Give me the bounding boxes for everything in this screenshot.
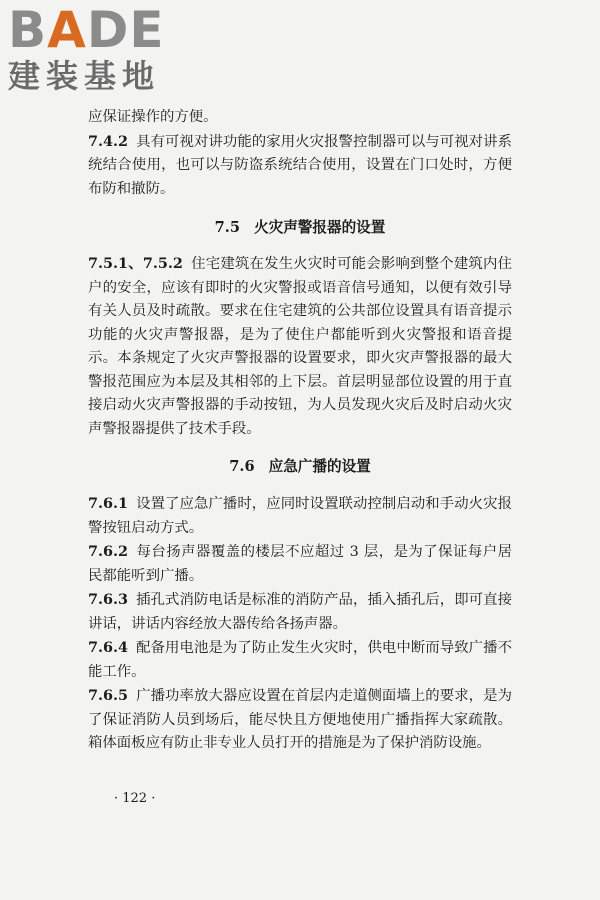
clause-7-5-1 bbox=[88, 252, 512, 441]
clause-7-6-1 bbox=[88, 492, 512, 540]
logo-subtitle: 建装基地 bbox=[8, 57, 161, 95]
section-number: 7.5 bbox=[214, 219, 241, 236]
section-number: 7.6 bbox=[229, 458, 255, 475]
clause-7-6-2 bbox=[88, 540, 512, 588]
section-title: 火灾声警报器的设置 bbox=[254, 219, 386, 236]
page-number: · 122 · bbox=[114, 791, 156, 806]
section-heading-7-5 bbox=[88, 216, 512, 239]
clause-7-4-2 bbox=[88, 130, 512, 202]
logo-letters-post: DE bbox=[86, 1, 165, 59]
clause-number: 7.6.3 bbox=[88, 591, 129, 608]
clause-number: 7.6.2 bbox=[88, 543, 129, 560]
clause-text: 插孔式消防电话是标准的消防产品，插入插孔后，即可直接讲话，讲话内容经放大器传给各扬声器。 bbox=[88, 592, 512, 632]
clause-7-6-3 bbox=[88, 588, 512, 636]
clause-number: 7.6.1 bbox=[88, 495, 129, 512]
clause-number: 7.6.5 bbox=[88, 687, 129, 704]
clause-7-6-5 bbox=[88, 684, 512, 756]
clause-text: 配备用电池是为了防止发生火灾时，供电中断而导致广播不能工作。 bbox=[88, 640, 512, 680]
clause-number: 7.6.4 bbox=[88, 639, 129, 656]
clause-number: 7.5.1、7.5.2 bbox=[88, 255, 183, 272]
clause-number: 7.4.2 bbox=[88, 132, 129, 150]
logo-letter-highlight: A bbox=[47, 1, 87, 59]
section-title: 应急广播的设置 bbox=[268, 458, 371, 475]
logo-wordmark bbox=[8, 1, 178, 59]
logo-letters-pre: B bbox=[8, 1, 48, 59]
document-body bbox=[88, 106, 512, 756]
brand-logo bbox=[8, 1, 178, 95]
clause-text: 广播功率放大器应设置在首层内走道侧面墙上的要求，是为了保证消防人员到场后，能尽快且方便地使用广播指挥大家疏散。箱体面板应有防止非专业人员打开的措施是为了保护消防设施。 bbox=[88, 688, 512, 751]
clause-text: 住宅建筑在发生火灾时可能会影响到整个建筑内住户的安全，应该有即时的火灾警报或语音信号通知，以便有效引导有关人员及时疏散。要求在住宅建筑的公共部位设置具有语音提示功能的火灾声警报器，是为了使住户都能听到火灾警报和语音提示。本条规定了火灾声警报器的设置要求，即火灾声警报器的最大警报范围应为本层及其相邻的上下层。首层明显部位设置的用于直接启动火灾声警报器的手动按钮，为人员发现火灾后及时启动火灾声警报器提供了技术手段。 bbox=[88, 256, 512, 437]
clause-text: 具有可视对讲功能的家用火灾报警控制器可以与可视对讲系统结合使用，也可以与防盗系统结合使用，设置在门口处时，方便布防和撤防。 bbox=[88, 133, 512, 197]
intro-line: 应保证操作的方便。 bbox=[88, 109, 218, 125]
clause-7-6-4 bbox=[88, 636, 512, 684]
clause-text: 每台扬声器覆盖的楼层不应超过 3 层，是为了保证每户居民都能听到广播。 bbox=[88, 544, 512, 584]
clause-text: 设置了应急广播时，应同时设置联动控制启动和手动火灾报警按钮启动方式。 bbox=[88, 496, 512, 536]
section-heading-7-6 bbox=[88, 455, 512, 478]
